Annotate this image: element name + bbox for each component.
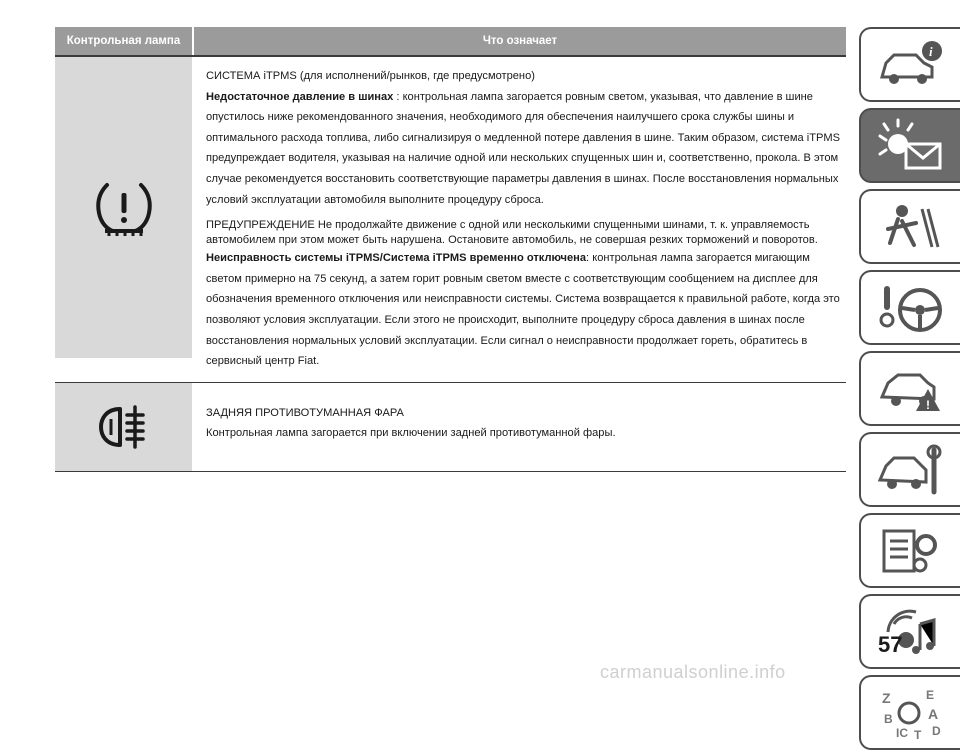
svg-text:i: i bbox=[928, 43, 933, 59]
safety-airbag-icon bbox=[876, 199, 946, 255]
svg-text:B: B bbox=[883, 711, 893, 726]
low-pressure-paragraph: Недостаточное давление в шинах : контрольная лампа загорается ровным светом, указывая, что давление в шине опустилось ниже рекомендованного значения, необходимого для обеспечения наилучшего срока службы шины и оптимального расхода топлива, либо сигнализируя о медленной потере давления в шине. Таким образом, система iTPMS предупреждает водителя, указывая на наличие одной или нескольких спущенных шин и, соответственно, прокола. В этом случае рекомендуется восстановить соответствующие параметры давления в шинах. После восстановления нормальных условий эксплуатации автомобиля выполните процедуру сброса. bbox=[206, 90, 841, 206]
rear-fog-light-icon bbox=[93, 401, 155, 453]
malfunction-paragraph: Неисправность системы iTPMS/Система iTPMS временно отключена: контрольная лампа загорается мигающим светом примерно на 75 секунд, а затем горит ровным светом вместе с соответствующим сообщением на дисплее для обозначения временного отключения или неисправности системы. Система возвращается к правильной работе, когда это позволяют условия эксплуатации. Если этого не происходит, выполните процедуру сброса давления в шинах после восстановления нормальных условий эксплуатации. Если сигнал о неисправности продолжает гореть, обратитесь в сервисный центр Fiat. bbox=[206, 252, 840, 368]
lamp-cell bbox=[55, 383, 192, 471]
tab-index[interactable] bbox=[859, 675, 960, 750]
warning-lamp-table bbox=[55, 27, 846, 472]
tab-car-info[interactable] bbox=[859, 27, 960, 102]
table-row bbox=[55, 57, 846, 383]
fog-light-paragraph: Контрольная лампа загорается при включении задней противотуманной фары. bbox=[206, 427, 616, 440]
fog-light-title: ЗАДНЯЯ ПРОТИВОТУМАННАЯ ФАРА bbox=[206, 406, 404, 419]
warning-lights-messages-icon bbox=[876, 118, 946, 174]
svg-text:T: T bbox=[913, 727, 921, 741]
tab-warning-lights[interactable] bbox=[859, 108, 960, 183]
svg-text:D: D bbox=[931, 723, 941, 738]
svg-text:!: ! bbox=[925, 397, 930, 412]
index-icon bbox=[876, 685, 946, 741]
starting-driving-icon bbox=[876, 280, 946, 336]
tab-technical-data[interactable] bbox=[859, 513, 960, 588]
header-lamp: Контрольная лампа bbox=[66, 35, 181, 47]
maintenance-icon bbox=[876, 442, 946, 498]
header-meaning: Что означает bbox=[192, 27, 846, 55]
meaning-cell bbox=[192, 383, 846, 471]
tab-maintenance[interactable] bbox=[859, 432, 960, 507]
svg-text:E: E bbox=[925, 687, 934, 702]
tab-multimedia[interactable] bbox=[859, 594, 960, 669]
chapter-sidebar bbox=[859, 27, 960, 756]
svg-text:A: A bbox=[927, 705, 938, 722]
table-header bbox=[55, 27, 846, 57]
warning-paragraph: ПРЕДУПРЕЖДЕНИЕ Не продолжайте движение с одной или несколькими спущенными шинами, т. к. управляемость автомобилем при этом может быть нарушена. Остановите автомобиль, не совершая резких торможений и поворотов. bbox=[206, 219, 818, 247]
table-row bbox=[55, 383, 846, 472]
tab-starting-driving[interactable] bbox=[859, 270, 960, 345]
tab-safety[interactable] bbox=[859, 189, 960, 264]
svg-text:Z: Z bbox=[881, 689, 891, 706]
itpms-title: СИСТЕМА iTPMS (для исполнений/рынков, где предусмотрено) bbox=[206, 70, 535, 82]
car-info-icon bbox=[876, 37, 946, 93]
technical-data-icon bbox=[876, 523, 946, 579]
lamp-cell bbox=[55, 57, 192, 358]
emergency-icon bbox=[876, 361, 946, 417]
watermark: carmanualsonline.info bbox=[600, 662, 786, 682]
tire-pressure-warning-icon bbox=[93, 179, 155, 237]
page-number: 57 bbox=[878, 632, 903, 657]
meaning-cell bbox=[192, 57, 846, 382]
tab-emergency[interactable] bbox=[859, 351, 960, 426]
svg-text:IC: IC bbox=[895, 725, 908, 740]
